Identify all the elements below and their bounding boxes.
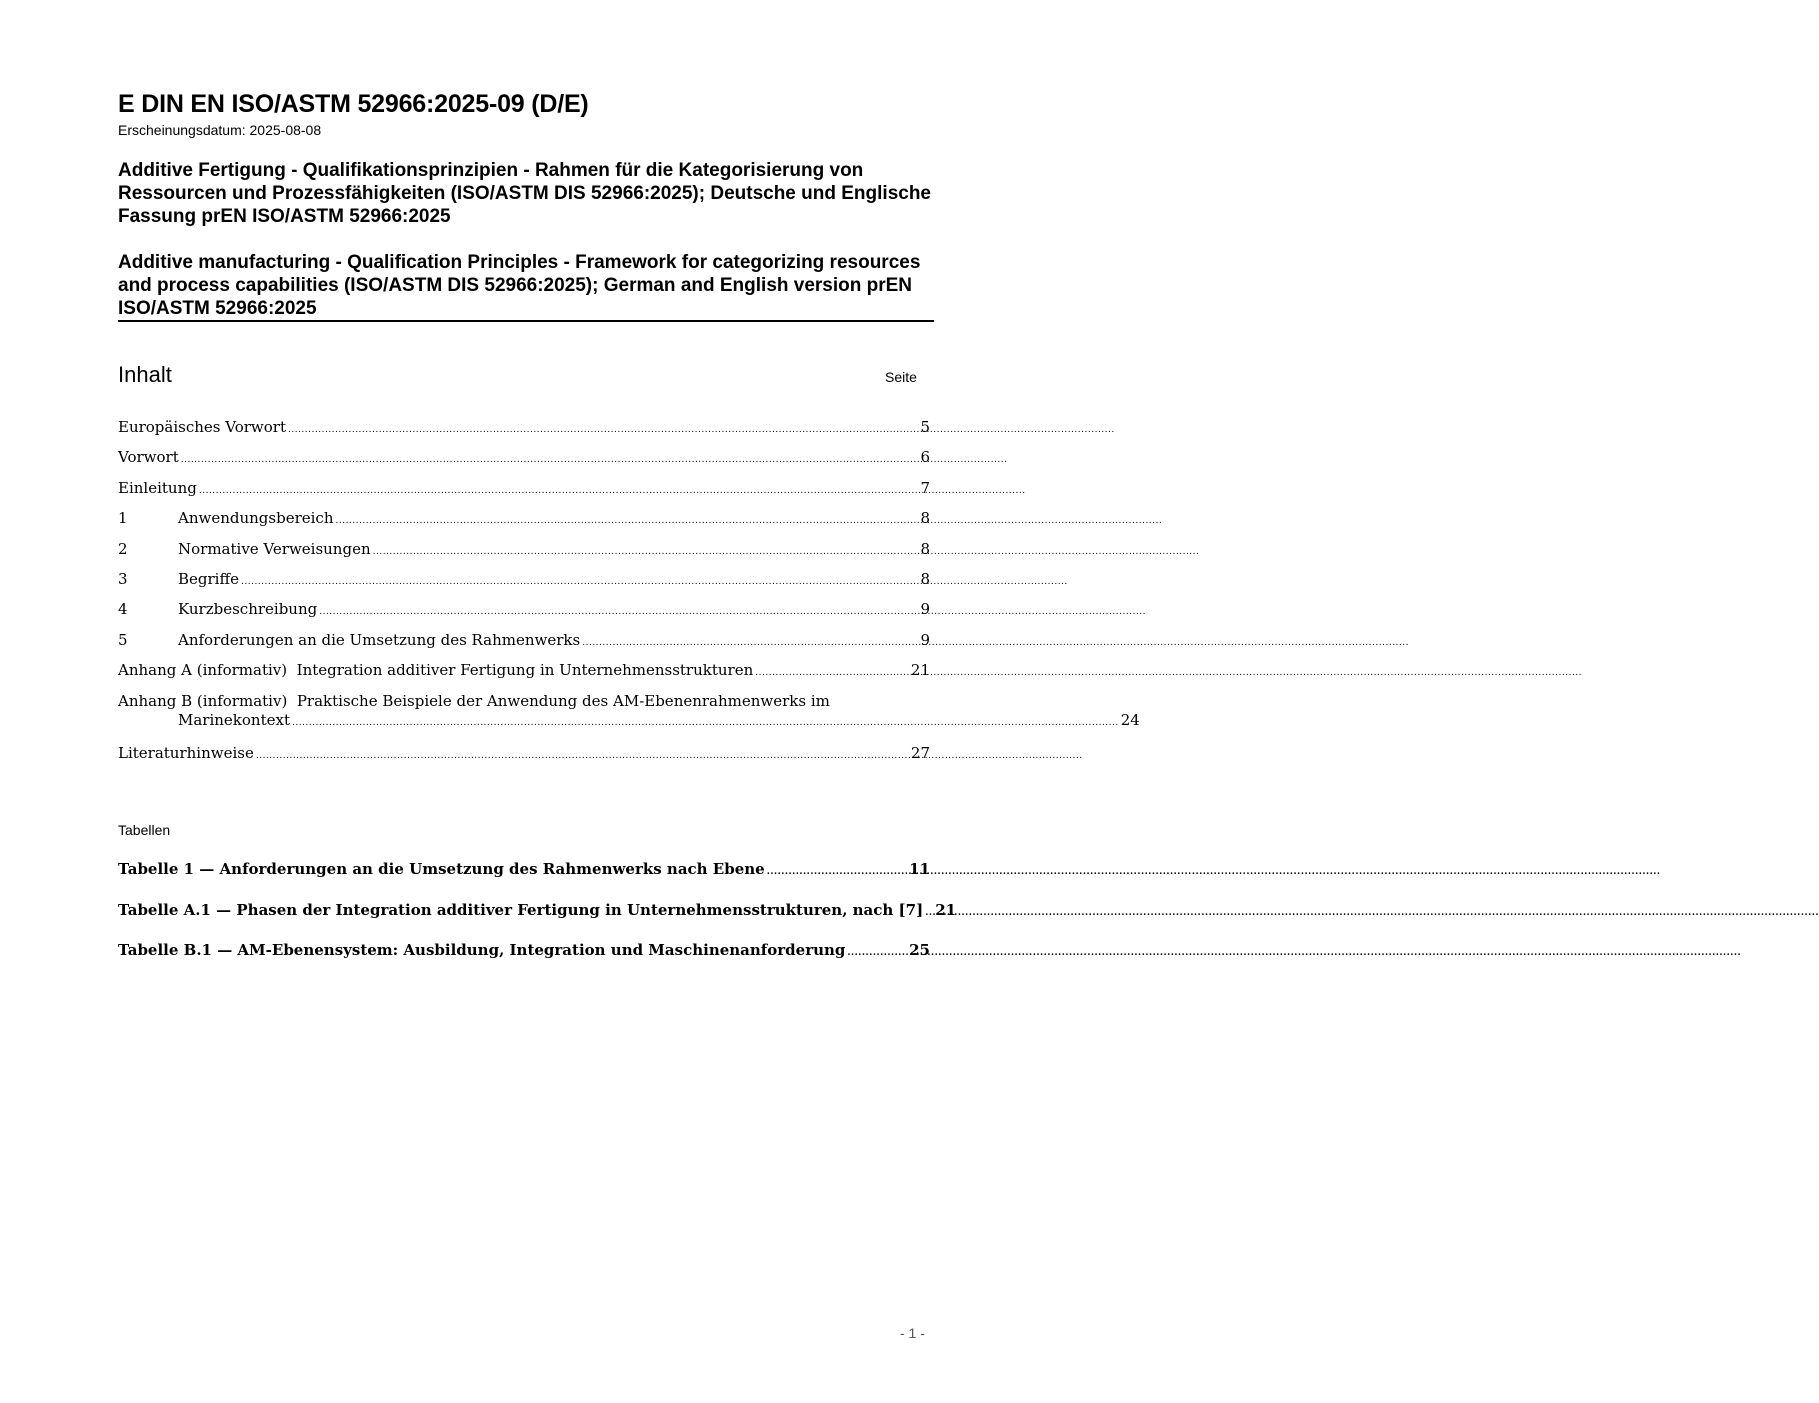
title-german: Additive Fertigung - Qualifikationsprinzipien - Rahmen für die Kategorisierung von Ressourcen und Prozessfähigkeiten (ISO/ASTM DIS 52966:2025); Deutsche und Englische Fassung prEN ISO/ASTM 52966:2025 bbox=[118, 160, 932, 227]
list-of-tables bbox=[118, 860, 957, 982]
toc-label: Anwendungsbereich bbox=[178, 509, 334, 528]
toc-page: 24 bbox=[1120, 710, 1140, 729]
toc-page: 8 bbox=[920, 509, 930, 528]
title-english: Additive manufacturing - Qualification Principles - Framework for categorizing resources and process capabilities (ISO/ASTM DIS 52966:2025); German and English version prEN ISO/ASTM 52966:2025 bbox=[118, 252, 921, 319]
table-label: Tabelle B.1 — AM-Ebenensystem: Ausbildung, Integration und Maschinenanforderung bbox=[118, 941, 846, 959]
toc-label: Begriffe bbox=[178, 569, 240, 588]
toc-page: 9 bbox=[920, 630, 930, 649]
toc-entry[interactable] bbox=[118, 600, 930, 630]
toc-number: 1 bbox=[118, 509, 128, 528]
toc-number: 2 bbox=[118, 539, 128, 558]
publication-date: Erscheinungsdatum: 2025-08-08 bbox=[118, 122, 322, 138]
toc-page: 5 bbox=[920, 418, 930, 436]
toc-label: Kurzbeschreibung bbox=[178, 600, 318, 619]
toc-leader bbox=[373, 540, 919, 562]
toc-leader bbox=[319, 600, 918, 622]
toc-label: Europäisches Vorwort bbox=[118, 418, 286, 436]
title-divider bbox=[118, 320, 934, 322]
table-entry[interactable] bbox=[118, 900, 957, 942]
toc-label: Normative Verweisungen bbox=[178, 539, 371, 558]
toc-number: 4 bbox=[118, 600, 128, 619]
page-column-label: Seite bbox=[885, 369, 917, 385]
toc-page: 8 bbox=[920, 569, 930, 588]
toc-entry[interactable] bbox=[118, 448, 930, 478]
table-page: 25 bbox=[909, 941, 930, 959]
toc-leader bbox=[181, 448, 919, 470]
toc-entry[interactable] bbox=[118, 661, 930, 691]
toc-page: 21 bbox=[910, 661, 930, 680]
toc-entry[interactable] bbox=[118, 570, 930, 600]
document-id: E DIN EN ISO/ASTM 52966:2025-09 (D/E) bbox=[118, 90, 589, 118]
toc-entry[interactable] bbox=[118, 744, 930, 774]
table-entry[interactable] bbox=[118, 941, 930, 982]
table-leader bbox=[925, 901, 933, 923]
toc-entry[interactable] bbox=[118, 691, 1140, 744]
toc-leader bbox=[199, 479, 919, 501]
toc-number: 3 bbox=[118, 569, 128, 588]
toc-entry[interactable] bbox=[118, 418, 930, 448]
toc-page: 8 bbox=[920, 539, 930, 558]
toc-label: Vorwort bbox=[118, 448, 179, 467]
toc-leader bbox=[335, 509, 918, 531]
table-page: 11 bbox=[909, 860, 930, 878]
toc-label: Anhang A (informativ) Integration additiver Fertigung in Unternehmensstrukturen bbox=[118, 661, 754, 680]
toc-label: Einleitung bbox=[118, 478, 197, 497]
toc-entry[interactable] bbox=[118, 631, 930, 661]
toc-leader bbox=[582, 631, 918, 653]
toc-entry[interactable] bbox=[118, 540, 930, 570]
toc-page: 7 bbox=[920, 478, 930, 497]
toc-label: Literaturhinweise bbox=[118, 743, 254, 762]
toc-number: 5 bbox=[118, 630, 128, 649]
toc-entry[interactable] bbox=[118, 479, 930, 509]
toc-label-continued: Marinekontext bbox=[178, 710, 290, 729]
toc-leader bbox=[256, 744, 909, 766]
page-number: - 1 - bbox=[900, 1325, 925, 1341]
tables-heading: Tabellen bbox=[118, 822, 171, 838]
table-label: Tabelle A.1 — Phasen der Integration additiver Fertigung in Unternehmensstrukturen, nach [7] bbox=[118, 900, 924, 919]
table-leader bbox=[767, 860, 907, 882]
toc-leader bbox=[292, 711, 1119, 733]
table-of-contents bbox=[118, 418, 1140, 774]
toc-page: 9 bbox=[920, 600, 930, 619]
toc-leader bbox=[288, 418, 918, 440]
table-leader bbox=[847, 941, 907, 963]
table-label: Tabelle 1 — Anforderungen an die Umsetzung des Rahmenwerks nach Ebene bbox=[118, 860, 765, 878]
toc-leader bbox=[241, 570, 918, 592]
toc-label: Anhang B (informativ) Praktische Beispiele der Anwendung des AM-Ebenenrahmenwerks im bbox=[118, 691, 830, 710]
toc-entry[interactable] bbox=[118, 509, 930, 539]
toc-page: 6 bbox=[920, 448, 930, 467]
toc-leader bbox=[755, 661, 909, 683]
contents-heading: Inhalt bbox=[118, 362, 172, 387]
toc-page: 27 bbox=[910, 743, 930, 762]
toc-label: Anforderungen an die Umsetzung des Rahmenwerks bbox=[178, 630, 581, 649]
table-entry[interactable] bbox=[118, 860, 930, 901]
table-page: 21 bbox=[935, 900, 957, 919]
